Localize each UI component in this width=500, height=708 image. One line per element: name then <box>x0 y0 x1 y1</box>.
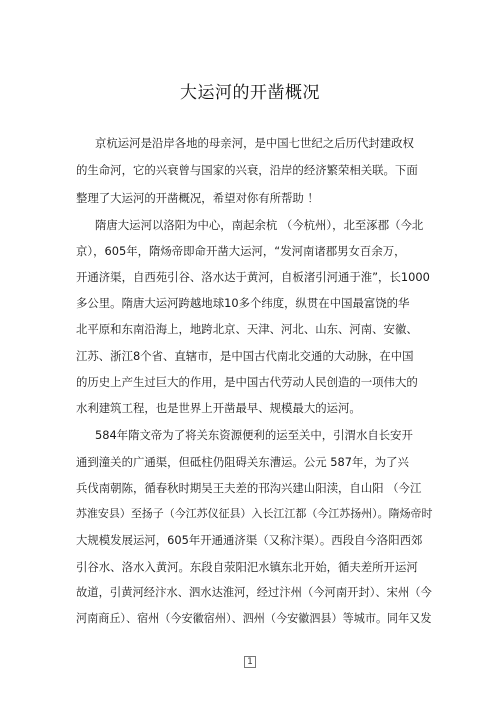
body-line: 大规模发展运河，605年开通通济渠（又称汴渠）。西段自今洛阳西郊 <box>76 533 423 547</box>
body-line: 的生命河，它的兴衰曾与国家的兴衰，沿岸的经济繁荣相关联。下面 <box>76 163 418 177</box>
body-line: 开通济渠，自西苑引谷、洛水达于黄河，自板渚引河通于淮”，长1000 <box>76 270 430 284</box>
document-title: 大运河的开凿概况 <box>180 83 320 103</box>
body-line: 苏淮安县）至扬子（今江苏仪征县）入长江江都（今江苏扬州）。隋炀帝时 <box>76 507 433 520</box>
body-line: 的历史上产生过巨大的作用，是中国古代劳动人民创造的一项伟大的 <box>76 375 418 389</box>
body-line: 多公里。隋唐大运河跨越地球10多个纬度，纵贯在中国最富饶的华 <box>76 296 410 310</box>
body-line: 隋唐大运河以洛阳为中心，南起余杭 （今杭州），北至涿郡（今北 <box>95 218 424 232</box>
body-line: 北平原和东南沿海上，地跨北京、天津、河北、山东、河南、安徽、 <box>76 322 418 336</box>
page-footer <box>0 656 500 668</box>
body-line: 水利建筑工程，也是世界上开凿最早、规模最大的运河。 <box>76 401 361 415</box>
body-line: 引谷水、洛水入黄河。东段自荥阳汜水镇东北开始，循夫差所开运河 <box>76 560 418 574</box>
body-line: 584年隋文帝为了将关东资源便利的运至关中，引渭水自长安开 <box>95 428 413 442</box>
page-number: 1 <box>244 656 256 668</box>
body-line: 京杭运河是沿岸各地的母亲河，是中国七世纪之后历代封建政权 <box>95 136 414 150</box>
body-line: 兵伐南朝陈，循春秋时期吴王夫差的邗沟兴建山阳渎，自山阳 （今江 <box>76 481 422 495</box>
body-line: 京），605年，隋炀帝即命开凿大运河，“发河南诸郡男女百余万， <box>76 244 406 258</box>
body-line: 通到潼关的广通渠，但砥柱仍阻碍关东漕运。公元 587年，为了兴 <box>76 455 409 469</box>
body-line: 河南商丘）、宿州（今安徽宿州）、泗州（今安徽泗县）等城市。同年又发 <box>76 612 432 625</box>
body-line: 故道，引黄河经汴水、泗水达淮河，经过汴州（今河南开封）、宋州（今 <box>76 586 432 599</box>
body-line: 整理了大运河的开凿概况，希望对你有所帮助 ！ <box>76 191 319 205</box>
body-line: 江苏、浙江8个省、直辖市，是中国古代南北交通的大动脉，在中国 <box>76 349 414 363</box>
